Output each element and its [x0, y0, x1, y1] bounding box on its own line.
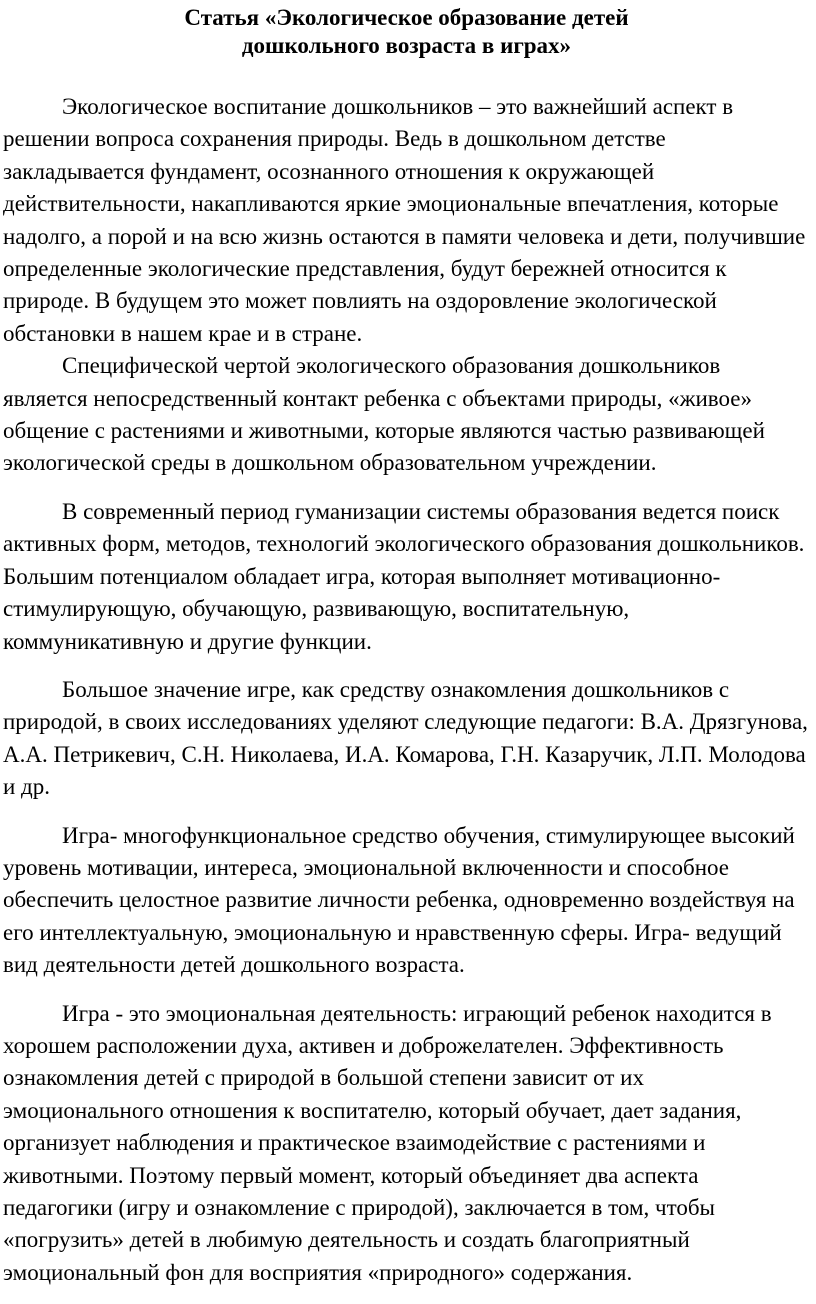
paragraph-6: Игра - это эмоциональная деятельность: играющий ребенок находится в хорошем расположении духа, активен и доброжелателен. Эффективность ознакомления детей с природой в большой степени зависит от их эмоционального отношения к воспитателю, который обучает, дает задания, организует наблюдения и практическое взаимодействие с растениями и животными. Поэтому первый момент, который объединяет два аспекта педагогики (игру и ознакомление с природой), заключается в том, чтобы «погрузить» детей в любимую деятельность и создать благоприятный эмоциональный фон для восприятия «природного» содержания. — [3, 1000, 772, 1285]
paragraph-4: Большое значение игре, как средству ознакомления дошкольников с природой, в своих исследованиях уделяют следующие педагоги: В.А. Дрязгунова, А.А. Петрикевич, С.Н. Николаева, И.А. Комарова, Г.Н. Казаручик, Л.П. Молодова и др. — [3, 676, 808, 800]
paragraph-3: В современный период гуманизации системы образования ведется поиск активных форм, методов, технологий экологического образования дошкольников. Большим потенциалом обладает игра, которая выполняет мотивационно- стимулирующую, обучающую, развивающую, воспитательную, коммуникативную и другие функции. — [3, 498, 805, 654]
paragraph-5: Игра- многофункциональное средство обучения, стимулирующее высокий уровень мотивации, интереса, эмоциональной включенности и способное обеспечить целостное развитие личности ребенка, одновременно воздействуя на его интеллектуальную, эмоциональную и нравственную сферы. Игра- ведущий вид деятельности детей дошкольного возраста. — [3, 822, 795, 978]
article-title — [3, 4, 810, 60]
paragraph-1: Экологическое воспитание дошкольников – это важнейший аспект в решении вопроса сохранения природы. Ведь в дошкольном детстве закладывается фундамент, осознанного отношения к окружающей действительности, накапливаются яркие эмоциональные впечатления, которые надолго, а порой и на всю жизнь остаются в памяти человека и дети, получившие определенные экологические представления, будут бережней относится к природе. В будущем это может повлиять на оздоровление экологической обстановки в нашем крае и в стране. — [3, 94, 806, 346]
article-title-line-2: дошкольного возраста в играх» — [241, 33, 572, 58]
paragraph-2: Специфической чертой экологического образования дошкольников является непосредственный контакт ребенка с объектами природы, «живое» общение с растениями и животными, которые являются частью развивающей экологической среды в дошкольном образовательном учреждении. — [3, 353, 765, 476]
article-title-line-1: Статья «Экологическое образование детей — [184, 5, 629, 30]
